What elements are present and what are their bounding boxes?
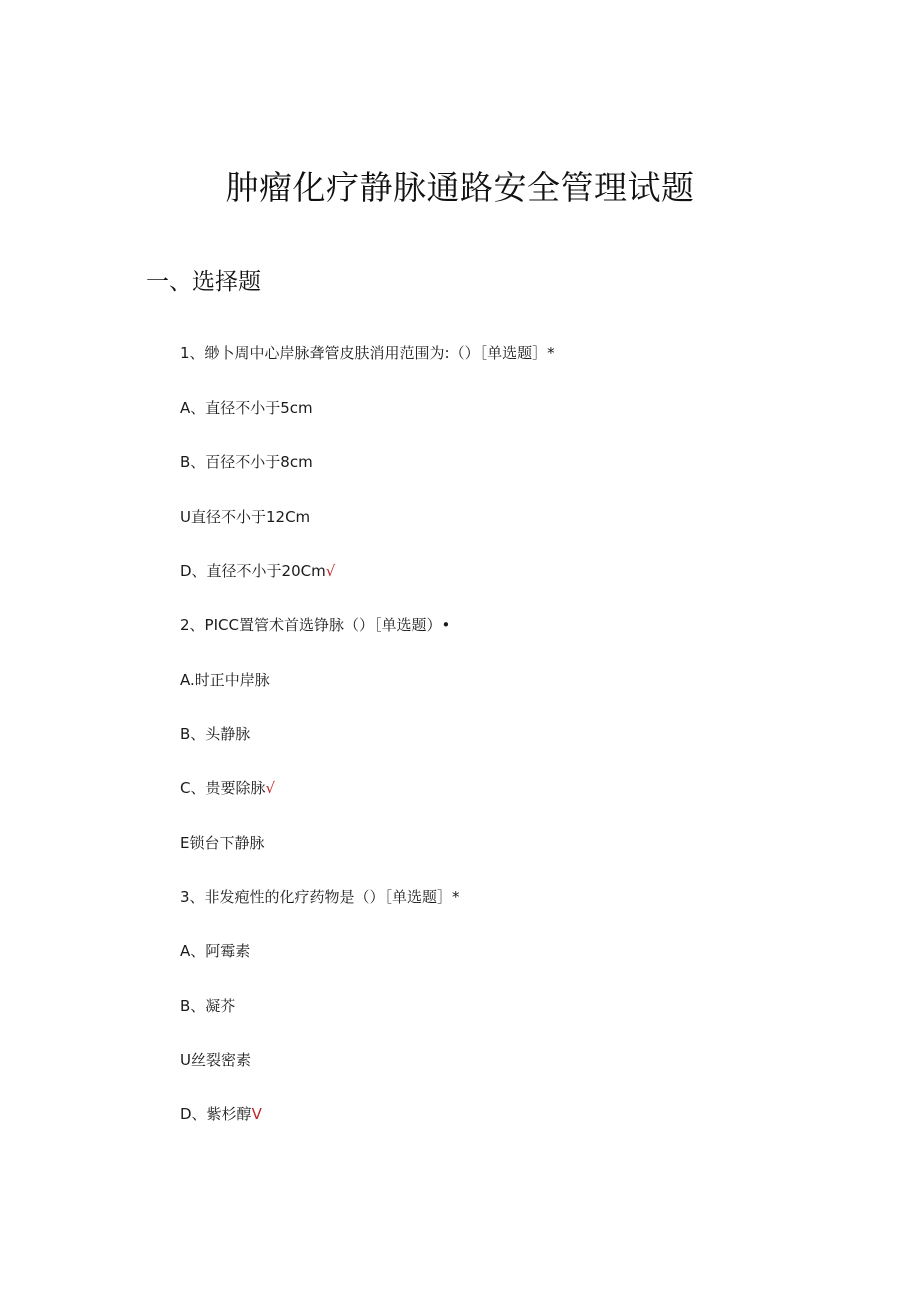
question-2-option-c [180, 777, 275, 799]
option-text: D、直径不小于20Cm [180, 562, 326, 580]
option-text: B、头静脉 [180, 725, 251, 743]
answer-mark: √ [265, 779, 276, 797]
question-2-option-b [180, 723, 250, 745]
question-1-option-d [180, 560, 335, 582]
question-3-option-d [180, 1103, 262, 1125]
question-3-stem: 3、非发疱性的化疗药物是（）［单选题］* [180, 888, 460, 906]
option-text: A.时正中岸脉 [180, 671, 270, 689]
option-text: U丝裂密素 [180, 1051, 251, 1069]
option-text: E锁台下静脉 [180, 834, 265, 852]
option-text: U直径不小于12Cm [180, 508, 311, 526]
question-1-option-c [180, 506, 310, 528]
option-text: A、直径不小于5cm [180, 399, 313, 417]
option-text: B、百径不小于8cm [180, 453, 313, 471]
section-heading: 一、选择题 [146, 269, 261, 295]
question-1-option-a [180, 397, 313, 419]
question-1-stem: 1、缈卜周中心岸脉聋管皮肤消用范围为:（）［单选题］* [180, 344, 555, 362]
question-3-option-a [180, 940, 250, 962]
question-3-option-c [180, 1049, 251, 1071]
option-text: D、紫杉醇 [180, 1105, 252, 1123]
question-3-option-b [180, 995, 235, 1017]
answer-mark: √ [325, 562, 336, 580]
question-2-option-a [180, 669, 270, 691]
option-text: C、贵要除脉 [180, 779, 266, 797]
option-text: B、凝芥 [180, 997, 236, 1015]
question-2-option-d [180, 832, 264, 854]
question-2-stem: 2、PICC置管术首选铮脉（）［单选题）• [180, 616, 451, 634]
question-1-option-b [180, 451, 313, 473]
page-title: 肿瘤化疗静脉通路安全管理试题 [225, 168, 695, 207]
option-text: A、阿霉素 [180, 942, 251, 960]
answer-mark: V [251, 1105, 262, 1123]
